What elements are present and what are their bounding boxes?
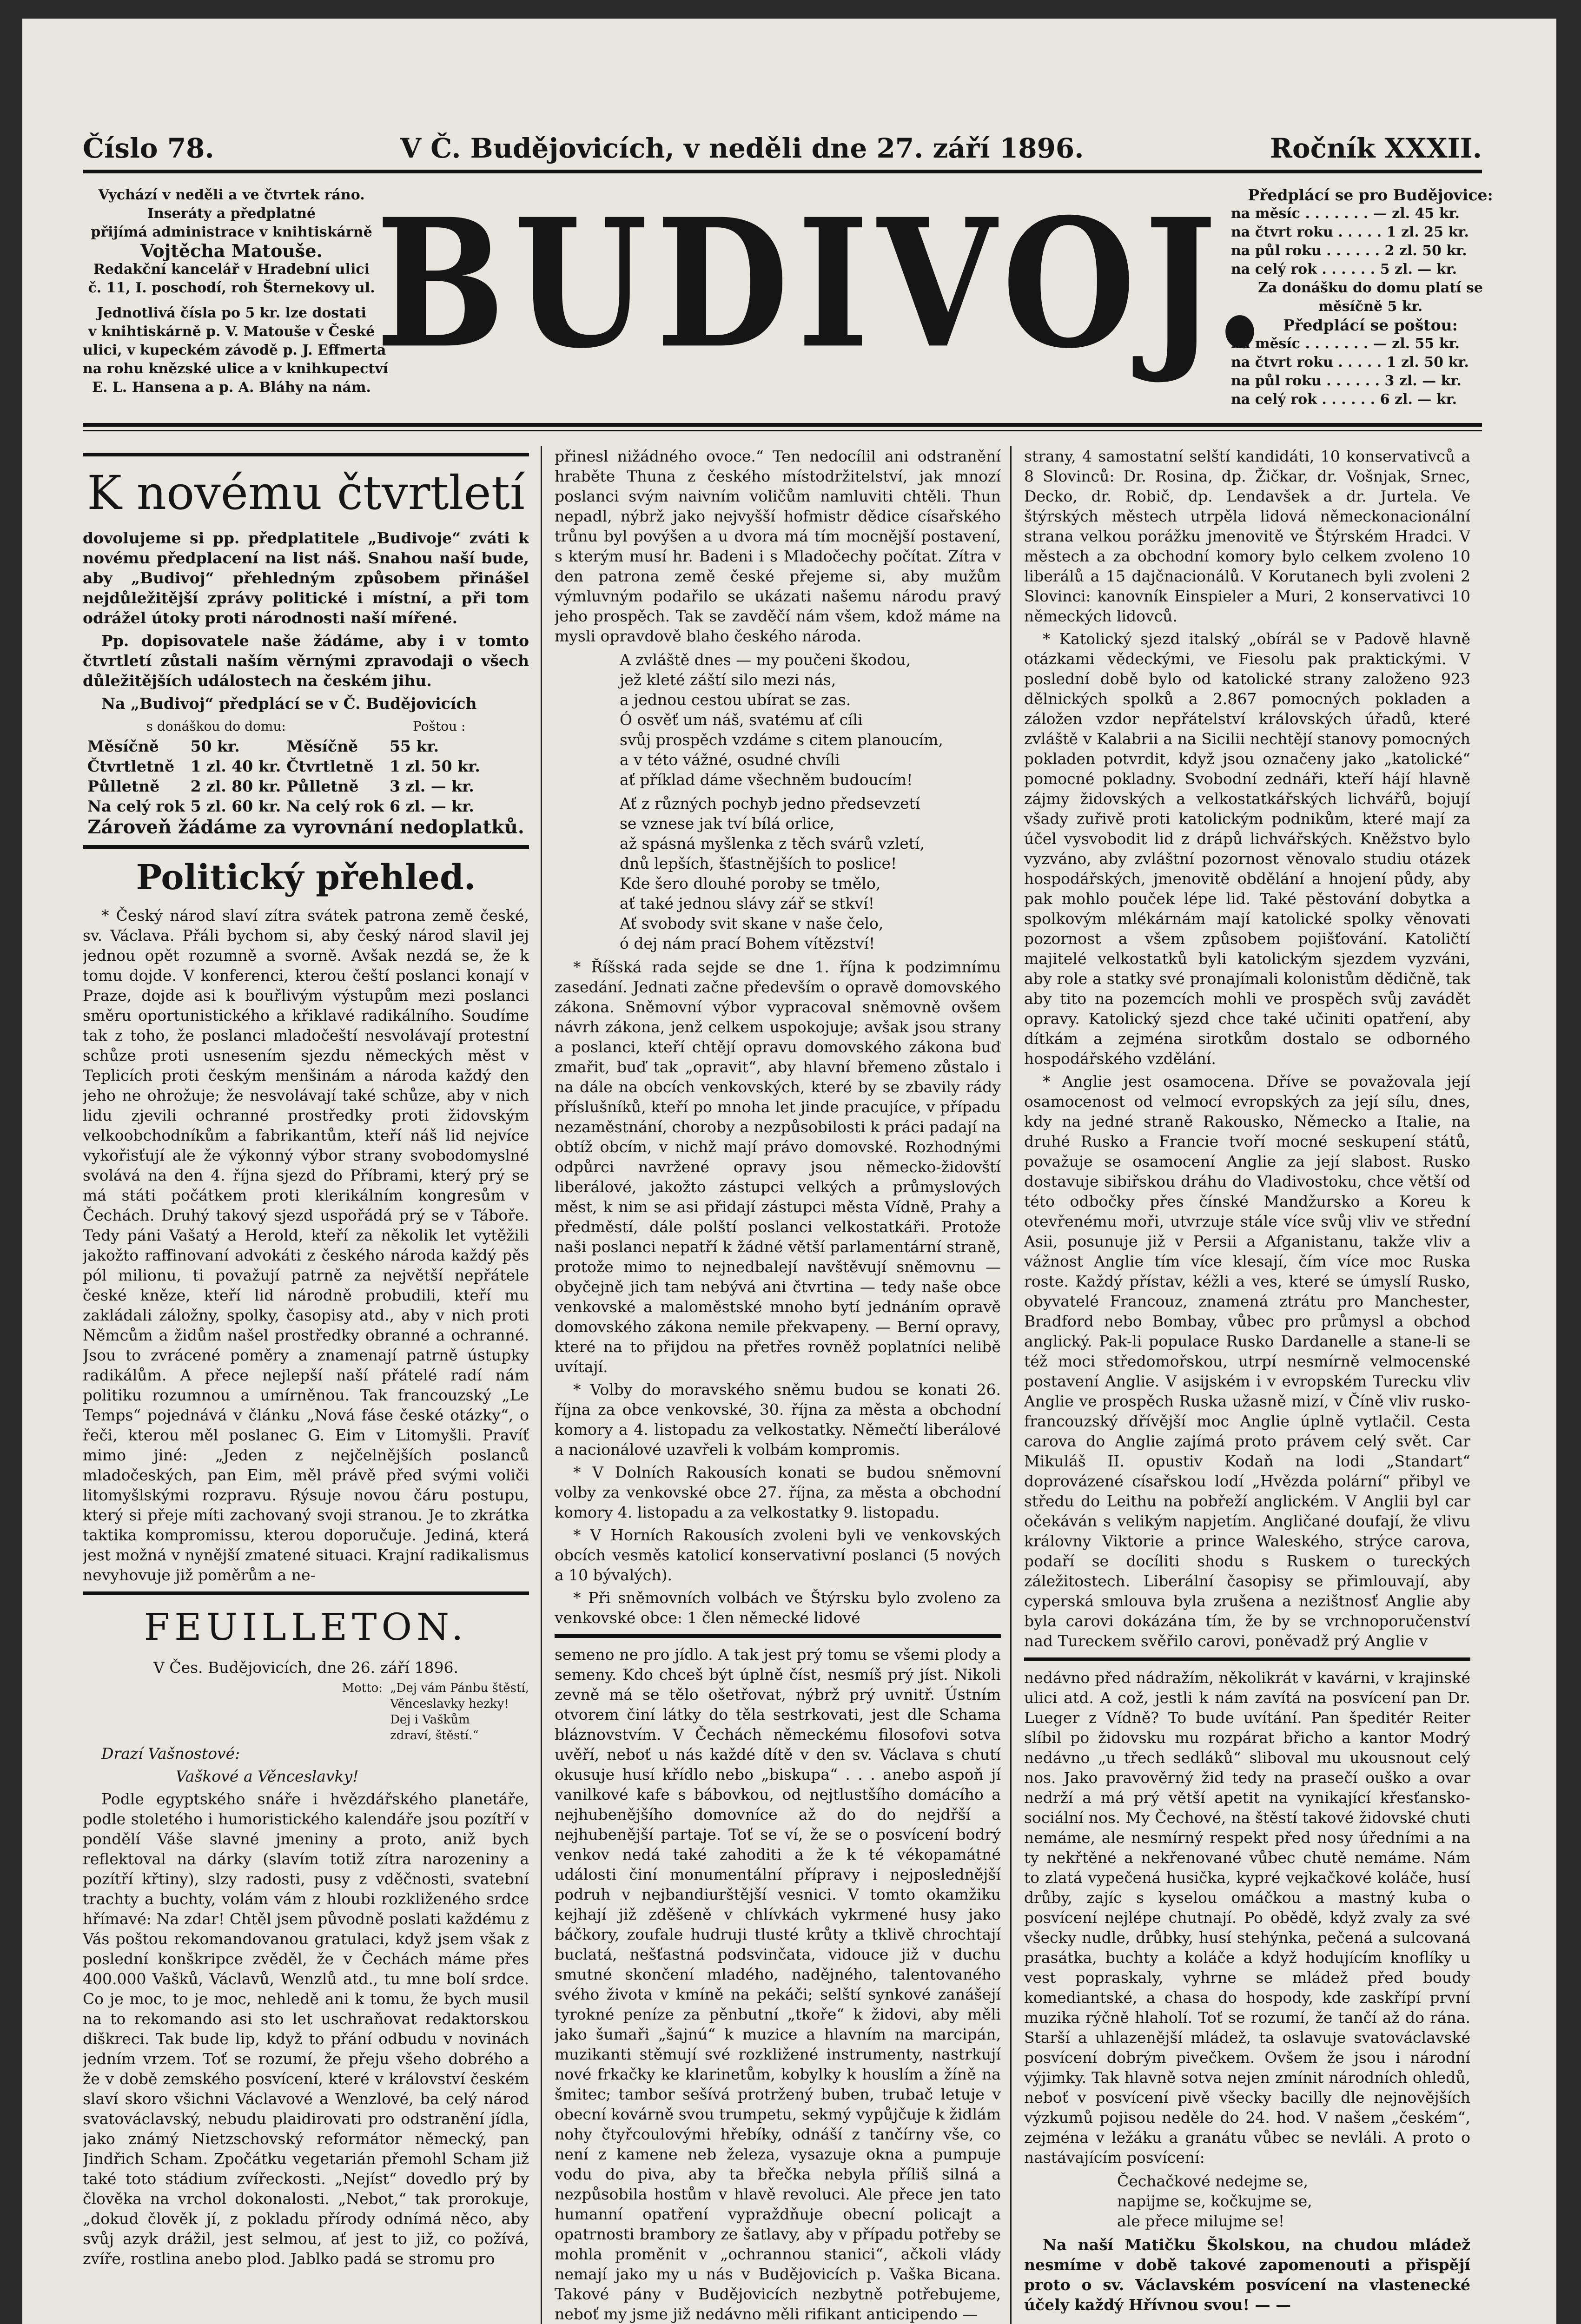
info-line: č. 11, I. poschodí, roh Šternekovy ul. (88, 280, 375, 296)
info-line: Předplácí se pro Budějovice: (1248, 186, 1493, 204)
poem-line: svůj prospěch vzdáme s citem planoucím, (620, 731, 943, 749)
info-line: na celý rok . . . . . . 5 zl. — kr. (1231, 261, 1457, 277)
header-rule (83, 170, 1482, 173)
dateline: V Č. Budějovicích, v neděli dne 27. září 1896. (400, 132, 1084, 164)
column-divider (1010, 446, 1012, 2324)
price-post: 3 zl. — kr. (390, 777, 474, 795)
price-home: 50 kr. (190, 737, 240, 755)
price-home: 1 zl. 40 kr. (190, 757, 281, 775)
info-line: na čtvrt roku . . . . . 1 zl. 50 kr. (1231, 354, 1469, 370)
poem-line: a jednou cestou ubírat se zas. (620, 691, 851, 709)
info-line: na čtvrt roku . . . . . 1 zl. 25 kr. (1231, 224, 1469, 240)
price-row (87, 756, 486, 776)
price-label: Půlletně (87, 777, 160, 795)
column-2 (555, 446, 1001, 2324)
poem-line: se vznese jak tví bílá orlice, (620, 814, 834, 832)
column-divider (541, 446, 542, 2324)
info-line: Jednotlivá čísla po 5 kr. lze dostati (97, 305, 366, 321)
price-head-home: s donáškou do domu: (146, 719, 286, 734)
info-line: na měsíc . . . . . . . — zl. 45 kr. (1231, 205, 1460, 222)
poem-line: Ó osvěť um náš, svatému ať cíli (620, 711, 863, 729)
poem-line: a v této vážné, osudné chvíli (620, 751, 840, 769)
feuilleton-text: semeno ne pro jídlo. A tak jest prý tomu se všemi plody a semeny. Kdo chceš být úplně číst, nesmíš prý jíst. Nikoli zevně má se tělo ošetřovat, nýbrž prý uvnitř. Ústním otvorem činí látky do těla sestrkovati, jest dle Schama bláznovstvím. V Čechách německému filosofovi sotva uvěří, neboť u nás každé dítě v den sv. Václava s chutí okusuje husí křídlo nebo „biskupa“ . . . anebo aspoň jí vanilkové kafe s bábovkou, od nejtlustšího domácího a nejhubenějšího domovníce až do do nejdřší a nejhubenější partaje. Toť se ví, že se o posvícení bodrý venkov nedá také zahoditi a že k té vékopamátné události činí monumentální přípravy i nejposlednější podruh v nejbandiurštější vesnici. V tomto okamžiku kejhají již zděšeně v chlívkách vykrmené husy jako báčkory, zoufale hudruji tlusté krůty a tklivě chrochtají buclatá, nešťastná podsvinčata, vidouce již v duchu smutné skončení mladého, nadějného, talentovaného svého života v kmíně na pekáči; selští synkové zanášejí tyrokné peníze za pěnbutní „tkoře“ k židovi, aby měli jako šumaři „šajnú“ k muzice a hlavním na marcipán, muzikanti stěmují své rozkližené instrumenty, nastrkují nové frkačky ke klarinetům, kobylky k houslím a žíně na šmitec; tambor sešívá protržený buben, trubač letuje v obecní kovárně svou trumpetu, sekmý vypůjčuje k židlám nohy čtyřcoulovými hřebíky, odnáší z tančírny vše, co není z kamene neb železa, vysazuje okna a pumpuje vodu do piva, aby ta břečka nebyla příliš silná a nezpůsobila hostům v hlavě revoluci. Ale přece jen tato humanní opatření vypraždňuje obecní policajt a opatrnosti brambory ze šatlavy, aby v případu potřeby se mohla proměnit v „ochrannou stanici“, ačkoli vlády nemají jako my u nás v Budějovicích p. Vaška Bicana. Takové pány v Budějovicích nezbytně potřebujeme, neboť my jsme již nedávno měli rifikant anticipendo — (555, 1645, 1001, 2323)
notice-text-2: Pp. dopisovatele naše žádáme, aby i v tomto čtvrtletí zůstali naším věrnými zpravodaji o všech důležitějších událostech na českém jihu. (83, 632, 529, 690)
poem-line: Čechačkové nedejme se, (1117, 2172, 1309, 2190)
header-line (83, 132, 1482, 164)
poem-stanza (620, 793, 1001, 953)
feuilleton-end: Na naší Matičku Školskou, na chudou mládež nesmíme v době takové zapomenouti a přispějí proto o sv. Václavském posvícení na vlastenecké účely každý Hřívnou svou! — — (1024, 2236, 1470, 2314)
price-label: Na celý rok (286, 797, 384, 815)
price-label: Na celý rok (87, 797, 185, 815)
price-home: 2 zl. 80 kr. (190, 777, 281, 795)
price-post: 6 zl. — kr. (390, 797, 474, 815)
motto-label: Motto: (342, 1681, 383, 1695)
poem-line: ale přece milujme se! (1117, 2212, 1285, 2230)
info-line: Inseráty a předplatné (147, 205, 316, 222)
price-table (87, 736, 486, 816)
article-text: * Anglie jest osamocena. Dříve se považovala její osamocenost od velmocí evropských za její sílu, dnes, kdy na jedné straně Rakousko, Německo a Italie, na druhé Rusko a Francie tvoří mocné seskupení států, považuje se osamocení Anglie za její slabost. Rusko dostavuje sibiřskou dráhu do Vladivostoku, chce větší od této odbočky přes čínské Mandžursko a Koreu k otevřenému moři, utvrzuje stále více svůj vliv ve střední Asii, posunuje již v Persii a Afganistanu, takže vliv a vážnost Anglie tím více klesají, čím více moc Ruska roste. Každý přístav, kéžli a ves, které se úmyslí Rusko, obyvatelé Francouz, znamená ztrátu pro Manchester, Bradford nebo Bombay, vůbec pro průmysl a obchod anglický. Pak-li populace Rusko Dardanelle a stane-li se též moci středomořskou, utrpí nesmírně velmocenské postavení Anglie. V asijském i v evropském Turecku vliv Anglie ve prospěch Ruska užasně mizí, v Číně vliv rusko-francouzský dřívější moc Anglie úplně vytlačil. Cesta carova do Anglie zajímá proto právem celý svět. Car Mikuláš II. opustiv Kodaň na lodi „Standart“ doprovázené císařskou lodí „Hvězda polární“ přibyl ve středu do Leithu na pobřeží anglickém. V Anglii byl car očekáván s velikým napjetím. Angličané doufají, že vlivu královny Viktorie a prince Waleského, strýce carova, podaří se docíliti shodu s Ruskem o tureckých záležitostech. Liberální časopisy se přimlouvají, aby cyperská smlouva byla zrušena a nezištnosť Anglie aby byla carovi dokázána tím, že by se vrchnoporučenství nad Tureckem svěřilo carovi, poněvadž prý Anglie v (1024, 1072, 1470, 1650)
info-line: Za donášku do domu platí se (1258, 280, 1483, 296)
politics-title: Politický přehled. (136, 858, 476, 898)
notice-text: dovolujeme si pp. předplatitele „Budivoje“ zváti k novému předplacení na list náš. Snahou naší bude, aby „Budivoj“ přehledným způsobem přinášel nejdůležitější zprávy politické i místní, a při tom odrážel útoky proti národnosti naší mířené. (83, 529, 529, 627)
feuilleton-text: nedávno před nádražím, několikrát v kavárni, v krajinské ulici atd. A což, jestli k nám zavítá na posvícení pan Dr. Lueger z Vídně? To bude uvítání. Pan špeditér Reiter slíbil po židovsku mu rozpárat břicho a kantor Modrý nedávno „u třech sedláků“ sliboval mu ukousnout celý nos. Jako pravověrný žid tedy na prasečí ouško a ovar nedrží a má prý větší apetit na vynikající křesťansko-sociální nos. My Čechové, na štěstí takové židovské chuti nemáme, ale nesmírný respekt před nosy úředními a na ty nekřtěné a nekřenované vůbec chutě nemáme. Nám to zlatá vypečená husička, kypré vejkačkové koláče, husí drůby, zajíc s kyselou omáčkou a mastný kuba o posvícení nejlépe chutnají. Po obědě, když zvaly za své všecky nudle, drůbky, husí stehýnka, pečená a sulcovaná prasátka, buchty a koláče a když hodujícím knoflíky u vest popraskaly, vyhrne se mládež před boudy komediantské, a chasa do hospody, kde zaskřípí první muzika rýčně hlaholí. Toť se rozumí, že tančí až do rána. Starší a uhlazenější mládež, ta oslavuje svatováclavské posvícení dobrým pivečkem. Ovšem že jsou i národní výjimky. Tak hlavně sotva nejen zmínit národních ohledů, neboť v posvícení pivě všecky bacilly dle nejnovějších výzkumů pojisou neděle do 24. hod. V našem „českém“, zejména v ležáku a granátu vůbec se nevláli. A proto o nastávajícím posvícení: (1024, 1669, 1470, 2166)
issue-number: Číslo 78. (83, 132, 214, 164)
info-line: v knihtiskárně p. V. Matouše v České (88, 324, 375, 340)
price-row (87, 796, 486, 816)
motto-line: Dej i Vaškům (390, 1713, 470, 1727)
info-line: Předplácí se poštou: (1283, 316, 1458, 334)
volume-number: Ročník XXXII. (1270, 132, 1482, 164)
poem-line: ó dej nám prací Bohem vítězství! (620, 934, 875, 952)
poem-line: Ať z různých pochyb jedno předsevzetí (620, 794, 920, 812)
notice-title: K novému čtvrtletí (87, 466, 525, 520)
notice-text-3: Na „Budivoj“ předplácí se v Č. Budějovicích (101, 694, 477, 713)
motto-line: „Dej vám Pánbu štěstí, (390, 1681, 529, 1695)
motto-line: zdraví, štěstí.“ (390, 1729, 479, 1743)
poem-line: Ať svobody svit skane v naše čelo, (620, 914, 884, 932)
left-info-box (83, 186, 389, 397)
poem-line: napijme se, kočkujme se, (1117, 2192, 1312, 2210)
price-label: Půlletně (286, 777, 359, 795)
motto (83, 1680, 529, 1743)
price-head-post: Poštou : (413, 719, 466, 734)
price-home: 5 zl. 60 kr. (190, 797, 281, 815)
info-line: na půl roku . . . . . . 3 zl. — kr. (1231, 373, 1462, 389)
feuilleton-text: Podle egyptského snáře i hvězdářského planetáře, podle stoletého i humoristického kalendáře jsou pozítří v pondělí Váše slavné jmeniny a proto, aniž bych reflektoval na dárky (slavím totiž zítra narozeniny a pozítří křtiny), slzy radosti, pusy z vděčnosti, svatební trachty a buchty, volám vám z hloubi rozkliženého srdce hřímavé: Na zdar! Chtěl jsem původně poslati každému z Vás poštou rekomandovanou gratulaci, když jsem však z poslední konškripce zvěděl, že v Čechách máme přes 400.000 Vašků, Václavů, Wenzlů atd., tu mne bolí srdce. Co je moc, to je moc, nehledě ani k tomu, že bych musil na to rekomando asi sto let uschraňovat redaktorskou diškreci. Tak bude lip, když to přání odbudu v novinách jedním vrzem. Toť se rozumí, že přeju všeho dobrého a že v době zemského posvícení, které v království českém slaví skoro všichni Václavové a Wenzlové, ba celý národ svatováclavský, nebudu plaidirovati pro odstranění jídla, jako známý Nietzschovský reformátor německý, pan Jindřich Scham. Zpočátku vegetarián přemohl Scham již také toto stádium zvířeckosti. „Nejíst“ dovedlo prý by člověka na vrchol dokonalosti. „Nebot,“ tak prorokuje, „dokud člověk jí, z pokladu přírody odnímá něco, aby svůj azyk drážil, jest selmou, ať jest to již, co požívá, zvíře, rostlina anebo plod. Jablko padá se stromu pro (83, 1790, 529, 2268)
masthead-rule-thin (83, 430, 1482, 431)
salutation: Drazí Vašnostové: (101, 1744, 240, 1763)
info-line: na celý rok . . . . . . 6 zl. — kr. (1231, 391, 1457, 408)
info-line: na měsíc . . . . . . . — zl. 55 kr. (1231, 336, 1460, 352)
price-row (87, 736, 486, 756)
info-line: Redakční kancelář v Hradební ulici (93, 261, 370, 277)
column-3 (1024, 446, 1470, 2324)
motto-lines (390, 1680, 529, 1743)
price-label: Čtvrtletně (87, 757, 175, 775)
politics-text: * Český národ slaví zítra svátek patrona země české, sv. Václava. Přáli bychom si, aby český národ slavil jej jednou opět rozumně a svorně. Avšak nezdá se, že k tomu dojde. V konferenci, kterou čeští poslanci konají v Praze, dojde asi k bouřlivým výstupům mezi poslanci směru oportunistického a křiklavé radikálního. Soudíme tak z toho, že poslanci mladočeští nesvolávají protestní schůze proti usnesením sjezdu německých měst v Teplicích proti českým menšinám a národa každý den jeho ne ohrožuje; že nesvolávají také schůze, aby v nich lidu zjevili ochranné prostředky proti židovským velkoobchodníkům a fabrikantům, kteří náš lid nejvíce vykořisťují ale že výkonný výbor strany svobodomyslné svolává na den 4. října sjezd do Příbrami, který prý se má státi počátkem proti klerikálním kongresům v Čechách. Druhý takový sjezd uspořádá prý se v Táboře. Tedy páni Vašatý a Herold, kteří za několik let vytěžili jakožto raffinovaní advokáti z českého národa každý pěs pól milionu, ti považují patrně za největší nepřátele české kněze, kteří lid národně probudili, kteří mu zakládali záložny, spolky, časopisy atd., aby v nich proti Němcům a židům našel prostředky obranné a ochranné. Jsou to zvrácené poměry a znamenají patrně ústupky radikálům. A přece nejlepší naší přátelé radí nám politiku rozumnou a umírněnou. Tak francouzský „Le Temps“ pojednává v článku „Nová fáse české otázky“, o řeči, kterou měl poslanec G. Eim v Litomyšli. Pravíť mimo jiné: „Jeden z nejčelnějších poslanců mladočeských, pan Eim, měl právě před svými voliči litomyšlskými rozpravu. Rýsuje novou čáru postupu, který si přeje míti zachovaný svoji stranou. Je to zkrátka taktika kompromissu, kterou doporučuje. Jediná, která jest možná v nynější zmatené situaci. Krajní radikalismus nevyhovuje již poměrům a ne- (83, 906, 529, 1584)
article-text: * Říšská rada sejde se dne 1. října k podzimnímu zasedání. Jednati začne především o opravě domovského zákona. Sněmovní výbor vypracoval sněmovně ovšem návrh zákona, jenž celkem uspokojuje; avšak jsou strany a poslanci, kteří chtějí opravu domovského zákona buď zmařit, buď tak „opravit“, aby hlavní břemeno zůstalo i na dále na obcích venkovských, které by se zbavily rády příslušníků, kteří po mnoha let jinde pracujíce, v případu nezaměstnání, choroby a nezpůsobilosti k práci padají na obtíž obcím, v nichž mají právo domovské. Rozhodnými odpůrci navržené opravy jsou německo-židovští liberálové, jakožto zástupci velkých a průmyslových měst, k nim se asi přidají zástupci města Vídně, Prahy a předměstí, dále polští poslanci velkostatkáři. Protože naši poslanci nepatří k žádné větší parlamentární straně, protože mimo to nejnedbalejí navštěvují sněmovnu — obyčejně jich tam nebývá ani čtvrtina — tedy naše obce venkovské a maloměstské mnoho bytí jednáním opravě domovského zákona nemile překvapeny. — Berní opravy, které na to přijdou na přetřes rovněž poplatníci nelibě uvítají. (555, 958, 1001, 1376)
price-heads (83, 716, 529, 736)
notice-footer: Zároveň žádáme za vyrovnání nedoplatků. (87, 816, 524, 838)
poem-line: dnů lepších, šťastnějších to poslice! (620, 854, 897, 872)
rule (83, 845, 529, 849)
poem-stanza (1117, 2171, 1470, 2231)
poem-line: jež kleté záští silo mezi nás, (620, 671, 836, 689)
price-label: Měsíčně (87, 737, 159, 755)
feuilleton-date: V Čes. Budějovicích, dne 26. září 1896. (153, 1658, 458, 1677)
rule (1024, 1657, 1470, 1661)
info-line: měsíčně 5 kr. (1318, 298, 1423, 315)
info-line: přijímá administrace v knihtiskárně (91, 224, 372, 240)
info-line: Vychází v neděli a ve čtvrtek ráno. (98, 187, 365, 203)
price-post: 1 zl. 50 kr. (390, 757, 480, 775)
poem-line: A zvláště dnes — my poučeni škodou, (620, 651, 911, 669)
info-line: Vojtěcha Matouše. (140, 240, 323, 261)
price-row (87, 776, 486, 796)
article-text: * Katolický sjezd italský „obírál se v Padově hlavně otázkami vědeckými, ve Fiesolu pak praktickými. V poslední době bylo od katolické strany založeno 923 dělnických spolků a 2.867 pomocných pokladen a záložen vzdor nepřátelství královských úřadů, které zvláště v Kalabrii a na Sicilii nechtějí stanovy pomocných pokladen potvrdit, když jsou označeny jako „katolické“ pomocné pokladny. Svobodní zednáři, kteří hájí hlavně zájmy židovských a velkostatkářských lichvářů, bojují všady zuřivě proti katolickým podnikům, které mají za účel vysvobodit lid z drápů lichvářských. Kněžstvo bylo vyzváno, aby zvláštní pozornost věnovalo studiu otázek hospodářských, jmenovitě obdělání a hnojení půdy, aby pak mohlo pouček lépe lid. Také pěstování dobytka a spolkovým mlékárnám mají katolické spolky věnovati pozornost a všem způsobem pojišťování. Katoličtí majitelé velkostatků byli katolickým sjezdem vyzváni, aby role a statky své pronajímali kolonistům dědičně, tak aby tito na pozemcích mohli ve prospěch svůj zavádět opravy. Katolický sjezd chce také učiniti opatření, aby dítkám a zejména sirotkům dostalo se odborného hospodářského vzdělání. (1024, 630, 1470, 1068)
feuilleton-subtitle: Vaškové a Věnceslavky! (176, 1767, 359, 1785)
rule (83, 1591, 529, 1595)
article-text: * V Dolních Rakousích konati se budou sněmovní volby za venkovské obce 27. října, za města a obchodní komory 4. listopadu a za velkostatky 9. listopadu. (555, 1463, 1001, 1521)
price-label: Čtvrtletně (286, 757, 374, 775)
info-line: na rohu knězské ulice a v knihkupectví (83, 361, 389, 377)
info-line: ulici, v kupeckém závodě p. J. Effmerta (83, 342, 386, 358)
article-text: * Při sněmovních volbách ve Štýrsku bylo zvoleno za venkovské obce: 1 člen německé lidové (555, 1589, 1001, 1627)
price-label: Měsíčně (286, 737, 358, 755)
masthead-title: BUDIVOJ. (376, 179, 1275, 388)
right-info-box (1231, 186, 1510, 409)
article-text: * V Horních Rakousích zvoleni byli ve venkovských obcích vesměs katolicí konservativní poslanci (5 nových a 10 bývalých). (555, 1526, 1001, 1584)
feuilleton-title: FEUILLETON. (144, 1605, 468, 1649)
poem-line: až spásná myšlenka z těch svárů vzletí, (620, 834, 925, 852)
poem-stanza (620, 650, 1001, 790)
info-line: E. L. Hansena a p. A. Bláhy na nám. (92, 379, 371, 396)
masthead-rule (83, 423, 1482, 427)
article-text: přinesl nižádného ovoce.“ Ten nedocílil ani odstranění hraběte Thuna z českého místodržitelství, jak mnozí poslanci svým naivním voličům namluviti chtěli. Thun nepadl, nýbrž jako nejvyšší hofmistr dědice císařského trůnu byl povýšen a u dvora má tím mocnější postavení, s kterým musí hr. Badeni i s Mladočechy počítat. Zítra v den patrona země české přejeme si, aby mužům výmluvným podařilo se ukázati našemu národu pravý jeho prospěch. Tak se zavděčí nám všem, kdož máme na mysli opravdově blaho českého národa. (555, 447, 1001, 645)
info-line: na půl roku . . . . . . 2 zl. 50 kr. (1231, 243, 1467, 259)
rule (83, 453, 529, 456)
rule (555, 1634, 1001, 1638)
price-post: 55 kr. (390, 737, 439, 755)
newspaper-page (22, 19, 1556, 2324)
article-text: * Volby do moravského sněmu budou se konati 26. října za obce venkovské, 30. října za města a obchodní komory a 4. listopadu za velkostatky. Němečtí liberálové a nacionálové uzavřeli k volbám kompromis. (555, 1380, 1001, 1459)
poem-line: ať příklad dáme všechněm budoucím! (620, 771, 913, 789)
article-text: strany, 4 samostatní selští kandidáti, 10 konservativců a 8 Slovinců: Dr. Rosina, dp. Žičkar, dr. Vošnjak, Srnec, Decko, dr. Robič, dp. Lendavšek a dr. Jurtela. Ve štýrských městech utrpěla lidová německonacionální strana velkou porážku jmenovitě ve Štýrském Hradci. V městech a za obchodní komory bylo celkem zvoleno 10 liberálů a 15 dajčnacionálů. V Korutanech byli zvoleni 2 Slovinci: kanovník Einspieler a Muri, 2 konservativci 10 německých lidovců. (1024, 447, 1470, 625)
poem-line: ať také jednou slávy zář se stkví! (620, 894, 874, 912)
column-1 (83, 446, 529, 2324)
poem-line: Kde šero dlouhé poroby se tmělo, (620, 874, 881, 892)
motto-line: Věnceslavky hezky! (390, 1697, 509, 1711)
